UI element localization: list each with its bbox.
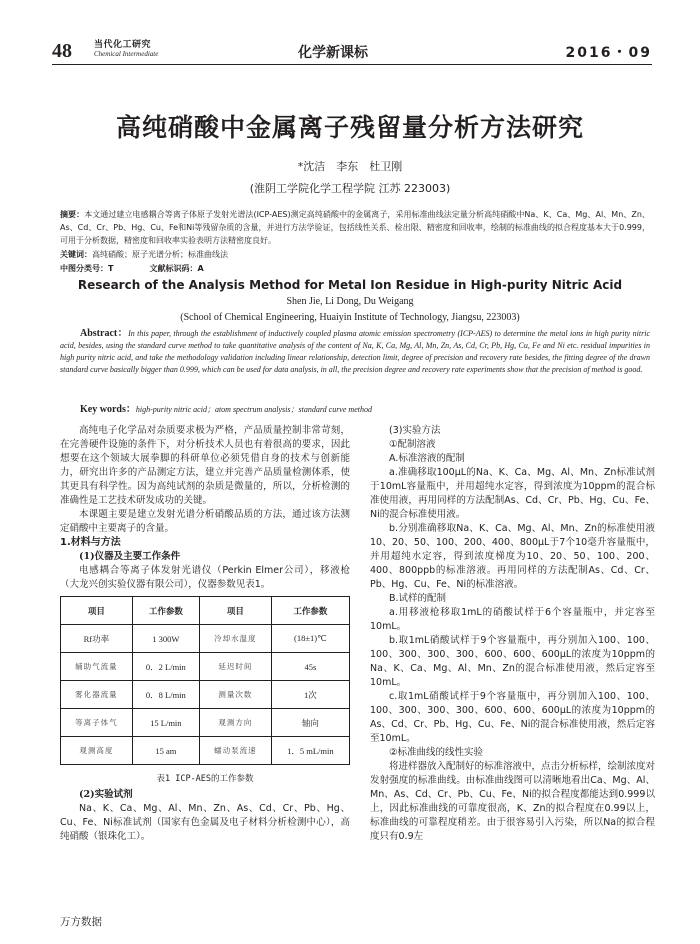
affiliation-en: (School of Chemical Engineering, Huaiyin Institute of Technology, Jiangsu, 223003) <box>180 312 520 323</box>
keywords-cn <box>60 248 650 261</box>
abstract-en <box>60 328 650 376</box>
table-header-cell: 工作参数 <box>132 597 199 625</box>
abstract-en-label: Abstract： <box>80 328 129 339</box>
keywords-cn-text: 高纯硝酸；原子光谱分析；标准曲线法 <box>92 250 228 259</box>
table-row <box>61 625 350 653</box>
table-cell: 蠕动泵流速 <box>200 737 272 765</box>
table-cell: 雾化器流量 <box>61 681 133 709</box>
table-cell: 测量次数 <box>200 681 272 709</box>
table-cell: 1．5 mL/min <box>271 737 349 765</box>
authors-cn: *沈洁 李东 杜卫刚 <box>297 160 403 173</box>
table-cell: 0．8 L/min <box>132 681 199 709</box>
page-number: 48 <box>52 40 72 62</box>
table-row <box>61 681 350 709</box>
table-cell: 轴向 <box>271 709 349 737</box>
table-cell: (18±1)℃ <box>271 625 349 653</box>
reagents-section <box>60 788 350 844</box>
paragraph-sample-b: b.取1mL硝酸试样于9个容量瓶中，再分别加入100、100、100、300、300、300、600、600、600μL的浓度为10ppm的Na、K、Ca、Mg、Al、Mn、Zn的混合标准使用液，然后定容至10mL。 <box>370 635 655 688</box>
abstract-cn-label: 摘要： <box>60 210 85 219</box>
paragraph-linearity: 将进样器放入配制好的标准溶液中，点击分析标样，绘制浓度对发射强度的标准曲线。由标准曲线图可以清晰地看出Ca、Mg、Al、Mn、As、Cd、Cr、Pb、Cu、Fe、Ni的拟合程度都能达到0.999以上，因此标准曲线的可靠度很高，K、Zn的拟合程度在0.99以上，标准曲线的可靠程度稍差。由于很容易引入污染，所以Na的拟合程度只有0.9左 <box>370 761 656 842</box>
keywords-en-label: Key words： <box>80 404 136 415</box>
table-cell: 延迟时间 <box>200 653 272 681</box>
table-header-cell: 项目 <box>61 597 133 625</box>
instruments-paragraph: 电感耦合等离子体发射光谱仪（Perkin Elmer公司），移液枪（大龙兴创实验仪器有限公司），仪器参数见表1。 <box>60 565 350 590</box>
intro-paragraph-1: 高纯电子化学品对杂质要求极为严格，产品质量控制非常苛刻，在完善硬件设施的条件下，对分析技术人员也有着很高的要求，因此想要在这个领域大展拳脚的科研单位必须凭借自身的技术与创新能力，研究出许多的产品测定方法，建立并完善产品质量检测体系，使其更具有科学性。因为高纯试剂的杂质是微量的，所以，分析检测的准确性是工艺技术研发成功的关键。 <box>60 425 350 506</box>
article-title-cn: 高纯硝酸中金属离子残留量分析方法研究 <box>115 113 584 142</box>
journal-name <box>94 41 158 58</box>
table-cell: 观测方向 <box>200 709 272 737</box>
intro-paragraph-2: 本课题主要是建立发射光谱分析硝酸品质的方法，通过该方法测定硝酸中主要离子的含量。 <box>60 509 350 534</box>
article-title-en: Research of the Analysis Method for Metal Ion Residue in High-purity Nitric Acid <box>77 278 623 292</box>
table-row <box>61 737 350 765</box>
subsection-heading-instruments: (1)仪器及主要工作条件 <box>79 551 181 562</box>
abstract-cn-text: 本文通过建立电感耦合等离子体原子发射光谱法(ICP-AES)测定高纯硝酸中的金属离子，采用标准曲线法定量分析高纯硝酸中Na、K、Ca、Mg、Al、Mn、Zn、As、Cd、Cr、Pb、Hg、Cu、Fe和Ni等残留杂质的含量，并进行方法学验证，包括线性关系、检出限、精密度和回收率，绘制的标准曲线的拟合程度基本大于0.999，可用于分析数据，精密度和回收率实验表明方法精密度良好。 <box>60 210 651 245</box>
clc-label: 中图分类号： <box>60 264 108 273</box>
parameters-table <box>60 596 350 765</box>
table-cell: 45s <box>271 653 349 681</box>
table-cell: 等离子体气 <box>61 709 133 737</box>
abstract-cn <box>60 208 650 247</box>
heading-sample-preparation: B.试样的配制 <box>389 593 447 604</box>
table-cell: 辅助气流量 <box>61 653 133 681</box>
abstract-en-text: In this paper, through the establishment of inductively coupled plasma atomic emission spectrometry (ICP-AES) to determine the metal ions in high purity nitric acid, besides, using the standard curve method to take quantitative analysis of the content of Na, K, Ca, Mg, Al, Mn, Zn, As, Cd, Cr, Pb, Hg, Cu, Fe and Ni etc. residual impurities in high purity nitric acid, and take the methodology validation including linear relationship, detection limit, degree of precision and recovery rate besides, the fitting degree of the drawn standard curve basically bigger than 0.999, which can be used for data analysis, in all, the precision degree and recovery rate experiments show that the precision of method is good. <box>60 329 650 374</box>
journal-name-en: Chemical Intermediate <box>94 50 159 58</box>
paragraph-step-a: a.准确移取100μL的Na、K、Ca、Mg、Al、Mn、Zn标准试剂于10mL容量瓶中，并用超纯水定容，得到浓度为10ppm的混合标准使用液，再用同样的方法配制As、Cd、Cr、Pb、Hg、Cu、Fe、Ni的混合标准使用液。 <box>370 467 655 520</box>
table-cell: 0．2 L/min <box>132 653 199 681</box>
table-cell: 冷却水温度 <box>200 625 272 653</box>
heading-prepare-solutions: ①配制溶液 <box>389 439 436 450</box>
table-cell: 观测高度 <box>61 737 133 765</box>
body-right-column <box>370 424 655 844</box>
table-header-cell: 项目 <box>200 597 272 625</box>
table-cell: 15 L/min <box>132 709 199 737</box>
table-row <box>61 709 350 737</box>
subsection-heading-reagents: (2)实验试剂 <box>79 789 133 800</box>
table-header-cell: 工作参数 <box>271 597 349 625</box>
subsection-heading-method: (3)实验方法 <box>389 425 441 436</box>
section-heading-materials: 1.材料与方法 <box>60 537 121 548</box>
table-cell: Rf功率 <box>61 625 133 653</box>
body-left-column <box>60 424 350 592</box>
header-divider <box>52 64 652 65</box>
table-cell: 15 am <box>132 737 199 765</box>
authors-en: Shen Jie, Li Dong, Du Weigang <box>286 296 414 307</box>
table-caption: 表1 ICP-AES的工作参数 <box>156 774 254 784</box>
journal-name-cn: 当代化工研究 <box>94 40 152 50</box>
doc-code-value: A <box>197 264 204 273</box>
keywords-cn-label: 关键词： <box>60 250 92 259</box>
paragraph-step-b: b.分别准确移取Na、K、Ca、Mg、Al、Mn、Zn的标准使用液10、20、50、100、200、400、800μL于7个10毫升容量瓶中，并用超纯水定容，得到浓度梯度为10、20、50、100、200、400、800ppb的标准溶液。再用同样的方法配制As、Cd、Cr、Pb、Hg、Cu、Fe、Ni的标准溶液。 <box>370 523 655 590</box>
classification-line <box>60 262 650 275</box>
issue-number: 2016・09 <box>565 45 652 61</box>
paragraph-sample-a: a.用移液枪移取1mL的硝酸试样于6个容量瓶中，并定容至10mL。 <box>370 607 655 632</box>
running-header <box>52 40 652 62</box>
table-header-row <box>61 597 350 625</box>
keywords-en <box>80 400 650 415</box>
affiliation-cn: (淮阴工学院化学工程学院 江苏 223003) <box>249 182 451 195</box>
doc-code-label: 文献标识码： <box>149 264 198 273</box>
table-cell: 1次 <box>271 681 349 709</box>
heading-standard-solution: A.标准溶液的配制 <box>389 453 465 464</box>
reagents-paragraph: Na、K、Ca、Mg、Al、Mn、Zn、As、Cd、Cr、Pb、Hg、Cu、Fe、Ni标准试剂（国家有色金属及电子材料分析检测中心），高纯硝酸（银珠化工）。 <box>60 803 350 842</box>
table-row <box>61 653 350 681</box>
clc-value: T <box>108 264 114 273</box>
heading-linearity: ②标准曲线的线性实验 <box>389 747 484 758</box>
keywords-en-text: high-purity nitric acid；atom spectrum analysis；standard curve method <box>135 405 372 414</box>
footer-watermark: 万方数据 <box>60 916 102 928</box>
table-cell: 1 300W <box>132 625 199 653</box>
column-title: 化学新课标 <box>298 45 368 61</box>
paragraph-sample-c: c.取1mL硝酸试样于9个容量瓶中，再分别加入100、100、100、300、300、300、600、600、600μL的浓度为10ppm的As、Cd、Cr、Pb、Hg、Cu、Fe、Ni的混合标准使用液，然后定容至10mL。 <box>370 691 655 744</box>
